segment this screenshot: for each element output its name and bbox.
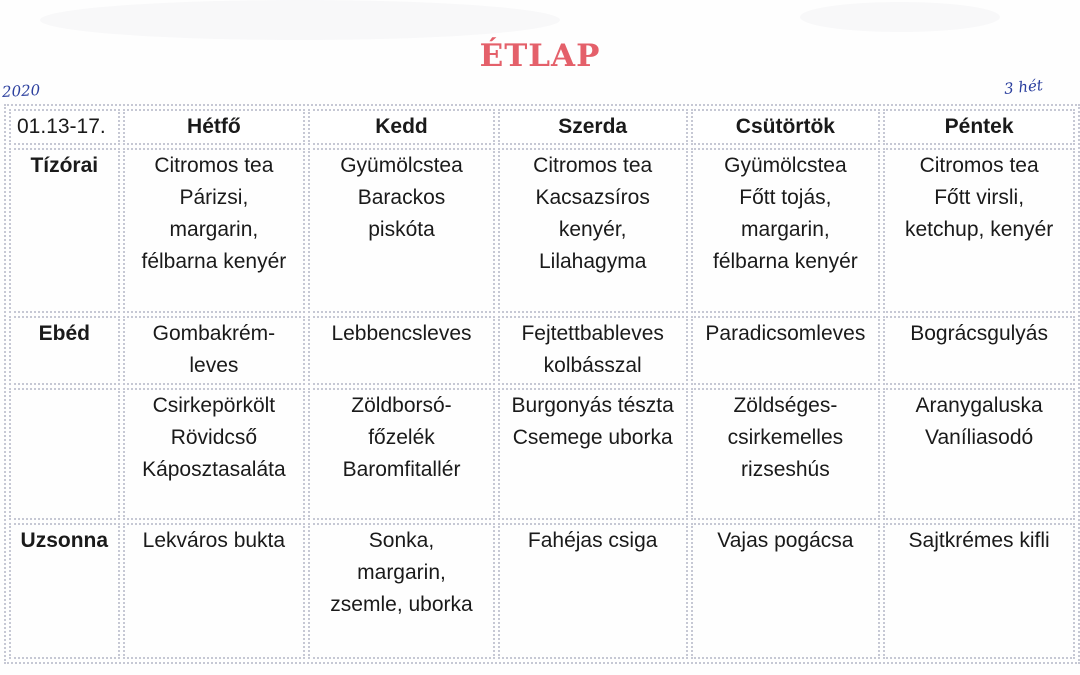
paper-smudge bbox=[800, 2, 1000, 32]
menu-item-line: Káposztasaláta bbox=[142, 458, 286, 481]
row-ebed-main bbox=[9, 388, 1075, 520]
menu-item-line: margarin, bbox=[169, 218, 259, 241]
menu-cell-wednesday bbox=[498, 523, 688, 659]
menu-item-line: Lilahagyma bbox=[538, 250, 647, 273]
menu-item-line: margarin, bbox=[741, 218, 830, 241]
paper-smudge bbox=[40, 0, 560, 40]
menu-item-line: Zöldséges- bbox=[733, 394, 838, 417]
day-header-monday: Hétfő bbox=[123, 109, 306, 145]
menu-item-line: Lebbencsleves bbox=[331, 322, 472, 345]
day-header-tuesday: Kedd bbox=[308, 109, 495, 145]
day-header-thursday: Csütörtök bbox=[691, 109, 881, 145]
menu-item-line: Paradicsomleves bbox=[705, 322, 866, 345]
menu-item-line: rizseshús bbox=[741, 458, 830, 481]
menu-item-line: Barackos bbox=[357, 186, 446, 209]
menu-item-line: Kacsazsíros bbox=[535, 186, 650, 209]
menu-item-line: Fahéjas csiga bbox=[527, 529, 658, 552]
meal-label: Ebéd bbox=[9, 316, 120, 385]
menu-item-line: Lekváros bukta bbox=[142, 529, 286, 552]
menu-cell-wednesday bbox=[498, 148, 688, 313]
menu-item-line: Citromos tea bbox=[533, 154, 653, 177]
menu-cell-thursday bbox=[691, 148, 881, 313]
menu-item-line: zsemle, uborka bbox=[330, 593, 473, 616]
row-tizorai bbox=[9, 148, 1075, 313]
menu-item-line: Csemege uborka bbox=[512, 426, 673, 449]
menu-cell-friday bbox=[883, 388, 1075, 520]
menu-item-line: Sajtkrémes kifli bbox=[908, 529, 1050, 552]
day-header-wednesday: Szerda bbox=[498, 109, 688, 145]
day-header-friday: Péntek bbox=[883, 109, 1075, 145]
menu-item-line: félbarna kenyér bbox=[713, 250, 858, 273]
menu-item-line: leves bbox=[189, 354, 239, 377]
menu-item-line: Sonka, bbox=[368, 529, 435, 552]
menu-cell-thursday bbox=[691, 388, 881, 520]
handwritten-year-note: 2020 bbox=[1, 81, 41, 101]
menu-cell-monday bbox=[123, 523, 306, 659]
menu-item-line: kenyér, bbox=[558, 218, 627, 241]
menu-item-line: Citromos tea bbox=[154, 154, 274, 177]
menu-item-line: Fejtettbableves bbox=[521, 322, 664, 345]
menu-item-line: margarin, bbox=[357, 561, 446, 584]
menu-item-line: Csirkepörkölt bbox=[152, 394, 276, 417]
row-ebed-soup bbox=[9, 316, 1075, 385]
menu-table bbox=[4, 104, 1080, 664]
menu-item-line: Aranygaluska bbox=[915, 394, 1043, 417]
row-uzsonna bbox=[9, 523, 1075, 659]
menu-cell-thursday bbox=[691, 316, 881, 385]
menu-item-line: főzelék bbox=[368, 426, 435, 449]
menu-item-line: ketchup, kenyér bbox=[904, 218, 1054, 241]
menu-item-line: Gyümölcstea bbox=[724, 154, 847, 177]
menu-cell-friday bbox=[883, 523, 1075, 659]
menu-item-line: Vaníliasodó bbox=[925, 426, 1034, 449]
menu-item-line: Gombakrém- bbox=[152, 322, 276, 345]
menu-item-line: Baromfitallér bbox=[342, 458, 461, 481]
menu-cell-tuesday bbox=[308, 316, 495, 385]
menu-cell-monday bbox=[123, 148, 306, 313]
menu-cell-tuesday bbox=[308, 523, 495, 659]
menu-item-line: Vajas pogácsa bbox=[717, 529, 854, 552]
menu-item-line: Burgonyás tészta bbox=[511, 394, 674, 417]
menu-cell-friday bbox=[883, 148, 1075, 313]
meal-label: Tízórai bbox=[9, 148, 120, 313]
menu-item-line: Párizsi, bbox=[179, 186, 249, 209]
header-row bbox=[9, 109, 1075, 145]
page-title: ÉTLAP bbox=[479, 38, 601, 74]
menu-item-line: Főtt virsli, bbox=[934, 186, 1025, 209]
handwritten-week-note: 3 hét bbox=[1003, 76, 1044, 98]
menu-item-line: Főtt tojás, bbox=[739, 186, 832, 209]
meal-label bbox=[9, 388, 120, 520]
menu-item-line: piskóta bbox=[368, 218, 435, 241]
menu-item-line: csirkemelles bbox=[727, 426, 844, 449]
menu-cell-monday bbox=[123, 388, 306, 520]
menu-item-line: Rövidcső bbox=[170, 426, 258, 449]
menu-item-line: Bográcsgulyás bbox=[910, 322, 1048, 345]
menu-cell-monday bbox=[123, 316, 306, 385]
menu-cell-tuesday bbox=[308, 388, 495, 520]
meal-label: Uzsonna bbox=[9, 523, 120, 659]
menu-cell-wednesday bbox=[498, 388, 688, 520]
menu-item-line: félbarna kenyér bbox=[141, 250, 287, 273]
menu-cell-wednesday bbox=[498, 316, 688, 385]
menu-item-line: Citromos tea bbox=[919, 154, 1039, 177]
menu-cell-tuesday bbox=[308, 148, 495, 313]
menu-item-line: Gyümölcstea bbox=[340, 154, 463, 177]
menu-cell-friday bbox=[883, 316, 1075, 385]
date-range-header: 01.13-17. bbox=[9, 109, 120, 145]
menu-item-line: kolbásszal bbox=[543, 354, 642, 377]
menu-cell-thursday bbox=[691, 523, 881, 659]
menu-item-line: Zöldborsó- bbox=[351, 394, 452, 417]
